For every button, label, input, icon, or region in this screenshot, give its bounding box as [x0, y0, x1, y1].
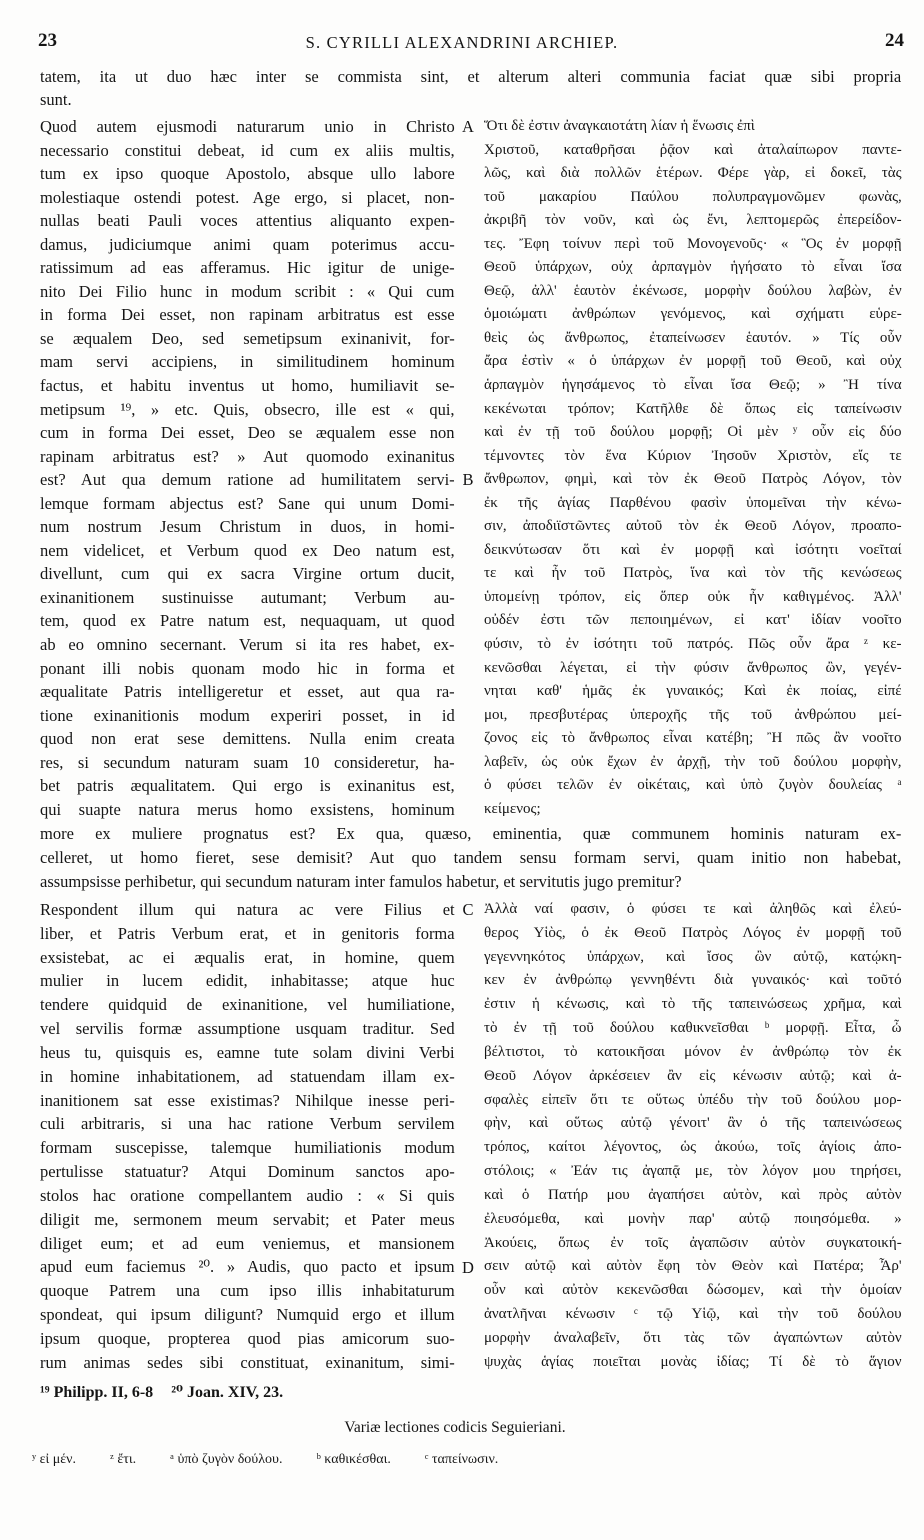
text-line	[40, 727, 455, 751]
line-text: ab eo omnino secernant. Verum si ita res habet, ex-	[40, 635, 455, 655]
line-text: bet patris æqualitatem. Qui ergo is exinanitus est,	[40, 776, 455, 796]
text-line	[484, 1136, 902, 1160]
line-text: quod non erat sese demittens. Nulla enim creata	[40, 729, 455, 749]
line-text: ipsum quoque, propterea quod pias amicorum suo-	[40, 1328, 455, 1348]
text-line	[40, 969, 455, 993]
text-line	[40, 209, 455, 233]
line-text: exsistebat, ac ei æqualis erat, in homine, quem	[40, 947, 455, 967]
line-text: ὁ φύσει τελῶν ἐν οἰκέταις, καὶ ὑπὸ ζυγὸν δουλείας ᵃ	[484, 777, 902, 794]
line-text: res, si secundum naturam suam 10 consideretur, ha-	[40, 752, 455, 772]
text-line	[40, 1017, 455, 1041]
line-text: diligit me, sermonem meum servabit; et Pater meus	[40, 1209, 455, 1229]
text-line	[484, 969, 902, 993]
line-text: inanitionem sat esse existimas? Nihilque inesse peri-	[40, 1090, 455, 1110]
line-text: cum in forma Dei esset, Deo se æqualem esse non	[40, 423, 455, 443]
text-line	[40, 515, 455, 539]
text-line	[40, 327, 455, 351]
line-text: οὖν καὶ αὐτὸν κεκενῶσθαι δώσομεν, καὶ τὴν ὁμοίαν	[484, 1282, 902, 1299]
text-line	[484, 704, 902, 728]
footnote-reference: ¹⁹ Philipp. II, 6-8	[40, 1384, 154, 1401]
variant-reading: ᵇ καθικέσθαι.	[316, 1452, 391, 1467]
line-text: diliget eum; et ad eum veniemus, et mansionem	[40, 1233, 455, 1253]
text-line	[40, 1136, 455, 1160]
line-text: divellunt, cum qui ex sacra Virgine ortum ducit,	[40, 564, 455, 584]
line-text: tem, quod ex Patre natum est, nequaquam, ut quod	[40, 611, 455, 631]
text-line	[40, 303, 455, 327]
line-text: οὐδέν ἐστι τῶν πεποιημένων, εἰ κατ' ἰδίαν νοοῖτο	[484, 612, 902, 629]
line-text: in homine inhabitationem, ad statuendam illam ex-	[40, 1066, 455, 1086]
line-text: Θεοῦ ὑπάρχων, οὐχ ἁρπαγμὸν ἡγήσατο τὸ εἶναι ἴσα	[484, 259, 902, 276]
line-text: mulier in lucem edidit, inhabitasse; atque huc	[40, 971, 455, 991]
line-text: ζονος εἰς τὸ ἄνθρωπος εἶναι κατέβη; Ἢ πῶς ἂν νοοῖτο	[484, 730, 902, 747]
line-text: ὑπομείνῃ τρόπον, εἰς ὅπερ οὐκ ἦν καθιγμένος. Ἀλλ'	[484, 588, 902, 605]
line-text: lemque formam abjectus est? Sane qui unum Domi-	[40, 493, 455, 513]
line-text: καὶ ἐν τῇ τοῦ δούλου μορφῇ; Οἱ μὲν ʸ οὖν εἰς δύο	[484, 424, 902, 441]
line-text: τες. Ἔφη τοίνυν περὶ τοῦ Μονογενοῦς· « Ὃς ἐν μορφῇ	[484, 235, 902, 252]
line-text: mam servi accipiens, in similitudinem hominum	[40, 352, 455, 372]
line-text: Ἀλλὰ ναί φασιν, ὁ φύσει τε καὶ ἀληθῶς καὶ ἐλεύ-	[484, 901, 902, 917]
line-text: æqualitate Patris intelligeretur et esset, aut qua ra-	[40, 682, 455, 702]
line-text: formam suscepisse, talemque humiliationis modum	[40, 1138, 455, 1158]
text-line	[40, 256, 455, 280]
line-text: necessario constitui debeat, id cum ex aliis multis,	[40, 140, 455, 160]
line-text: nito Dei Filio hunc in modum scribit : « Qui cum	[40, 281, 455, 301]
line-text: pertulisse statuatur? Atqui Dominum sanctos apo-	[40, 1162, 455, 1182]
text-line	[484, 1112, 902, 1136]
line-text: nem videlicet, et Verbum quod ex Deo natum est,	[40, 540, 455, 560]
text-line	[484, 1303, 902, 1327]
text-line	[40, 1160, 455, 1184]
variant-reading: ᵃ ὑπὸ ζυγὸν δούλου.	[170, 1452, 283, 1467]
line-text: quoque Patrem una cum ipso illis inhabitaturum	[40, 1281, 455, 1301]
line-text: Ὅτι δὲ ἐστιν ἀναγκαιοτάτη λίαν ἡ ἕνωσις ἐπὶ	[484, 118, 755, 134]
text-line	[40, 88, 902, 111]
text-line	[40, 657, 455, 681]
line-text: ponant illi nobis quonam modo hic in forma et	[40, 658, 455, 678]
line-text: se æqualem Deo, sed semetipsum exinanivit, for-	[40, 328, 455, 348]
text-line	[40, 1184, 455, 1208]
text-line	[40, 1065, 455, 1089]
line-text: sunt.	[40, 90, 72, 109]
variant-reading: ᶜ ταπείνωσιν.	[424, 1452, 499, 1467]
footnote-reference: ²⁰ Joan. XIV, 23.	[171, 1384, 284, 1401]
text-line	[40, 609, 455, 633]
text-line	[40, 680, 455, 704]
line-text: μορφὴν ἀναλαβεῖν, ὅτι τὰς τῶν ἀγαπώντων αὐτὸν	[484, 1329, 902, 1346]
line-text: λῶς, καὶ διὰ πολλῶν ἑτέρων. Φέρε γὰρ, εἰ δοκεῖ, τὰς	[484, 165, 902, 182]
text-line	[484, 946, 902, 970]
line-text: τέμνοντες τὸν ἕνα Κύριον Ἰησοῦν Χριστὸν, εἴς τε	[484, 447, 902, 464]
line-text: celleret, ut homo fieret, sese demisit? Aut quo tandem sensu formam servi, quam initio non habebat,	[40, 848, 902, 867]
text-line	[484, 1208, 902, 1232]
line-text: rapinam arbitratus est? » Aut quomodo exinanitus	[40, 446, 455, 466]
line-text: spondeat, qui ipsum diligunt? Numquid ergo et illum	[40, 1305, 455, 1325]
line-text: tione exinanitionis modum experiri posset, in id	[40, 705, 455, 725]
line-text: more ex muliere prognatus est? Ex qua, quæso, eminentia, quæ communem hominis naturam ex-	[40, 824, 902, 843]
line-text: ψυχὰς ἁγίας ποιεῖται μονὰς ἰδίας; Τί δὲ τὸ ἅγιον	[484, 1353, 902, 1370]
scripture-references	[40, 1381, 283, 1405]
text-line	[484, 421, 902, 445]
intro-text	[40, 65, 902, 111]
variant-readings	[32, 1449, 498, 1471]
text-line	[484, 350, 902, 374]
margin-letter-a: A	[462, 117, 474, 136]
line-text: heus tu, quisquis es, eamne tute solam divini Verbi	[40, 1042, 455, 1062]
line-text: κενῶσθαι λέγεται, εἰ τὴν φύσιν ἄνθρωπος ὢν, γεγέν-	[484, 659, 902, 676]
text-line	[484, 1327, 902, 1351]
line-text: metipsum ¹⁹, » etc. Quis, obsecro, ille est « qui,	[40, 399, 455, 419]
text-line	[40, 774, 455, 798]
text-line	[484, 162, 902, 186]
line-text: damus, judiciumque animi quam poterimus accu-	[40, 234, 455, 254]
text-line	[484, 633, 902, 657]
line-text: rum animas sedes sibi constituat, exinanitum, simi-	[40, 1352, 455, 1372]
page-number-left: 23	[38, 30, 57, 51]
text-line	[484, 727, 902, 751]
line-text: ὁμοιώματι ἀνθρώπων γενόμενος, καὶ σχήματι εὑρε-	[484, 306, 902, 323]
text-line	[484, 993, 902, 1017]
text-line	[40, 350, 455, 374]
section1-latin-column	[40, 115, 455, 821]
text-line	[40, 233, 455, 257]
text-line	[40, 65, 902, 88]
text-line	[40, 633, 455, 657]
line-text: nullas beati Pauli voces attentius aliquanto expen-	[40, 211, 455, 231]
text-line	[484, 539, 902, 563]
text-line	[40, 1327, 455, 1351]
margin-letter-d: D	[462, 1258, 474, 1277]
text-line	[40, 186, 455, 210]
line-text: ἐλευσόμεθα, καὶ μονὴν παρ' αὐτῷ ποιησόμεθα. »	[484, 1210, 902, 1227]
text-line	[40, 946, 455, 970]
text-line	[40, 562, 455, 586]
variant-readings-heading: Variæ lectiones codicis Seguieriani.	[344, 1419, 566, 1436]
text-line	[484, 115, 902, 139]
text-line	[40, 1351, 455, 1375]
text-line	[484, 751, 902, 775]
text-line	[484, 922, 902, 946]
text-line	[484, 492, 902, 516]
line-text: βέλτιστοι, τὸ κατοικῆσαι μόνον ἐν ἀνθρώπῳ τὸν ἐκ	[484, 1043, 902, 1060]
text-line	[484, 398, 902, 422]
line-text: liber, et Patris Verbum erat, et in genitoris forma	[40, 923, 455, 943]
text-line	[40, 398, 455, 422]
text-line	[484, 1255, 902, 1279]
line-text: qui suapte natura merus homo exsistens, hominum	[40, 799, 455, 819]
text-line	[40, 1112, 455, 1136]
text-line	[484, 1184, 902, 1208]
text-line	[40, 1255, 455, 1279]
line-text: τὸ ἐν τῇ τοῦ δούλου καθικνεῖσθαι ᵇ μορφῇ. Εἶτα, ὦ	[484, 1020, 902, 1037]
section1-greek-column	[484, 115, 902, 821]
text-line	[40, 751, 455, 775]
line-text: Respondent illum qui natura ac vere Filius et	[40, 900, 455, 919]
line-text: factus, et habitu inventus ut homo, humiliavit se-	[40, 376, 455, 396]
line-text: ἀκριβῆ τὸν νοῦν, καὶ ὡς ἔνι, λεπτομερῶς ἐπερείδον-	[484, 212, 902, 229]
text-line	[40, 139, 455, 163]
line-text: assumpsisse perhibetur, qui secundum naturam inter famulos habetur, et servitutis jugo premitur?	[40, 872, 682, 891]
text-line	[484, 1041, 902, 1065]
page-number-right: 24	[885, 30, 904, 51]
margin-letter-b: B	[462, 470, 474, 489]
text-line	[484, 562, 902, 586]
text-line	[484, 280, 902, 304]
line-text: λαβεῖν, ὡς οὐκ ἔχων ἐν ἀρχῇ, τὴν τοῦ δούλου μορφὴν,	[484, 753, 902, 770]
line-text: exinanitionem sustinuisse autumant; Verbum au-	[40, 587, 455, 607]
text-line	[484, 468, 902, 492]
text-line	[40, 822, 902, 846]
line-text: σειν αὐτῷ καὶ αὐτὸν ἔφη τὸν Θεὸν καὶ Πατέρα; Ἆρ'	[484, 1258, 902, 1275]
variant-reading: ᶻ ἔτι.	[110, 1452, 137, 1467]
text-line	[40, 374, 455, 398]
text-line	[40, 421, 455, 445]
variant-reading: ʸ εἰ μέν.	[32, 1452, 77, 1467]
line-text: τοῦ μακαρίου Παύλου πολυπραγμονῶμεν φωνὰς,	[484, 188, 902, 205]
line-text: Quod autem ejusmodi naturarum unio in Christo	[40, 117, 455, 136]
text-line	[484, 898, 902, 922]
text-line	[484, 1351, 902, 1375]
text-line	[40, 1041, 455, 1065]
line-text: molestiaque ostendi potest. Age ergo, si placet, non-	[40, 187, 455, 207]
text-line	[484, 327, 902, 351]
text-line	[484, 1160, 902, 1184]
section2-greek-column	[484, 898, 902, 1375]
line-text: ἀνατλῆναι κένωσιν ᶜ τῷ Υἱῷ, καὶ τὴν τοῦ δούλου	[484, 1306, 902, 1323]
text-line	[40, 993, 455, 1017]
line-text: σιν, ἀποδιϊστῶντες αὐτοῦ τὸν ἐκ Θεοῦ Λόγον, προαπο-	[484, 518, 902, 535]
text-line	[40, 846, 902, 870]
line-text: κεν ἐν ἀνθρώπῳ γεννηθέντι διὰ γυναικός· καὶ τοῦτό	[484, 972, 902, 989]
line-text: tatem, ita ut duo hæc inter se commista sint, et alterum alteri communia faciat quæ sibi propria	[40, 67, 902, 86]
running-title: S. CYRILLI ALEXANDRINI ARCHIEP.	[305, 33, 619, 52]
line-text: Ἀκούεις, ὅπως ἐν τοῖς ἀγαπῶσιν αὐτὸν συγκατοική-	[484, 1234, 902, 1251]
text-line	[40, 539, 455, 563]
text-line	[484, 209, 902, 233]
line-text: τε καὶ ἦν τοῦ Πατρὸς, ἵνα καὶ τὸν τῆς κενώσεως	[484, 565, 902, 582]
line-text: ἄρα ἐστὶν « ὁ ὑπάρχων ἐν μορφῇ τοῦ Θεοῦ, καὶ οὐχ	[484, 353, 902, 370]
line-text: ἐκ τῆς ἁγίας Παρθένου φασὶν ὑπομεῖναι τὴν κένω-	[484, 494, 902, 511]
text-line	[40, 798, 455, 822]
line-text: apud eum faciemus ²⁰. » Audis, quo pacto et ipsum	[40, 1257, 455, 1277]
text-line	[484, 139, 902, 163]
text-line	[40, 704, 455, 728]
text-line	[40, 162, 455, 186]
full-width-latin-text	[40, 822, 902, 894]
line-text: θεὶς ὡς ἄνθρωπος, ἐταπείνωσεν ἑαυτόν. » Τίς οὖν	[484, 329, 902, 346]
text-line	[484, 445, 902, 469]
text-line	[484, 1232, 902, 1256]
text-line	[484, 798, 902, 822]
text-line	[40, 870, 902, 894]
line-text: Χριστοῦ, καταθρῆσαι ῥᾷον καὶ ἀταλαίπωρον παντε-	[484, 141, 902, 158]
text-line	[484, 1017, 902, 1041]
text-line	[40, 1303, 455, 1327]
line-text: φὴν, καὶ οὕτως αὐτῷ γένοιτ' ἂν ὁ τῆς ταπεινώσεως	[484, 1115, 902, 1132]
line-text: δεικνύτωσαν ὅτι καὶ ἐν μορφῇ καὶ ἰσότητι νοεῖταί	[484, 541, 902, 558]
text-line	[40, 1232, 455, 1256]
text-line	[484, 303, 902, 327]
text-line	[40, 1279, 455, 1303]
text-line	[40, 586, 455, 610]
line-text: κεκένωται τρόπον; Κατῆλθε δὲ ὅπως εἰς ταπείνωσιν	[484, 400, 902, 417]
text-line	[484, 233, 902, 257]
text-line	[40, 1208, 455, 1232]
line-text: ratissimum ad eas afferamus. Hic igitur de unige-	[40, 258, 455, 278]
margin-letter-c: C	[462, 900, 474, 919]
line-text: νηται καθ' ἡμᾶς ἐκ γυναικός; Καὶ ἐκ ποίας, εἰπέ	[484, 683, 902, 700]
text-line	[484, 374, 902, 398]
text-line	[40, 115, 455, 139]
text-line	[40, 898, 455, 922]
text-line	[40, 468, 455, 492]
line-text: est? Aut qua demum ratione ad humilitatem servi-	[40, 470, 455, 490]
section2-latin-column	[40, 898, 455, 1375]
text-line	[40, 492, 455, 516]
line-text: culi arbitraris, si una hac ratione Verbum servilem	[40, 1114, 455, 1134]
text-line	[484, 609, 902, 633]
line-text: Θεοῦ Λόγον ἀρκέσειεν ἂν εἰς κένωσιν αὐτῷ; καὶ ἀ-	[484, 1067, 902, 1084]
text-line	[40, 1089, 455, 1113]
line-text: κείμενος;	[484, 800, 541, 817]
line-text: τρόπος, καίτοι λέγοντος, ὡς ἀκούω, τοῖς ἁγίοις ἀπο-	[484, 1139, 902, 1156]
line-text: καὶ ὁ Πατήρ μου ἀγαπήσει αὐτὸν, καὶ πρὸς αὐτὸν	[484, 1186, 902, 1203]
line-text: θερος Υἱὸς, ὁ ἐκ Θεοῦ Πατρὸς Λόγος ἐν μορφῇ τοῦ	[484, 924, 902, 941]
line-text: in forma Dei esset, non rapinam arbitratus est esse	[40, 305, 455, 325]
text-line	[484, 774, 902, 798]
text-line	[484, 657, 902, 681]
line-text: γεγεννηκότος ὑπάρχων, καὶ ἴσος ὢν αὐτῷ, κατῴκη-	[484, 948, 902, 965]
line-text: vel servilis formæ assumptione usquam traditur. Sed	[40, 1019, 455, 1039]
text-line	[40, 280, 455, 304]
line-text: ἁρπαγμὸν ἡγησάμενος τὸ εἶναι ἴσα Θεῷ; » Ἢ τίνα	[484, 377, 902, 394]
line-text: στόλοις; « Ἐάν τις ἀγαπᾷ με, τὸν λόγον μου τηρήσει,	[484, 1163, 902, 1180]
line-text: μοι, πρεσβυτέρας ὑπεροχῆς τῆς τοῦ ἀνθρώπου μεί-	[484, 706, 902, 723]
text-line	[484, 1089, 902, 1113]
text-line	[484, 515, 902, 539]
line-text: ἐστιν ἡ κένωσις, καὶ τὸ τῆς ταπεινώσεως χρῆμα, καὶ	[484, 996, 902, 1013]
text-line	[484, 256, 902, 280]
text-line	[484, 1065, 902, 1089]
line-text: Θεῷ, ἀλλ' ἑαυτὸν ἐκένωσε, μορφὴν δούλου λαβὼν, ἐν	[484, 282, 902, 299]
line-text: σφαλὲς εἰπεῖν ὅτι τε οὕτως ὑπέδυ τὴν τοῦ δούλου μορ-	[484, 1091, 902, 1108]
text-line	[484, 680, 902, 704]
text-line	[484, 586, 902, 610]
text-line	[484, 1279, 902, 1303]
text-line	[40, 445, 455, 469]
line-text: ἄνθρωπον, φημὶ, καὶ τὸν ἐκ Θεοῦ Πατρὸς Λόγον, τὸν	[484, 471, 902, 488]
line-text: num nostrum Jesum Christum in duos, in homi-	[40, 517, 455, 537]
line-text: φύσιν, τὸ ἐν ἰσότητι τοῦ πατρός. Πῶς οὖν ἄρα ᶻ κε-	[484, 636, 902, 653]
text-line	[40, 922, 455, 946]
line-text: stolos hac oratione compellantem audio : « Si quis	[40, 1185, 455, 1205]
line-text: tendere quidquid de exinanitione, vel humiliatione,	[40, 995, 455, 1015]
line-text: tum ex ipso quoque Apostolo, absque ullo labore	[40, 164, 455, 184]
text-line	[484, 186, 902, 210]
